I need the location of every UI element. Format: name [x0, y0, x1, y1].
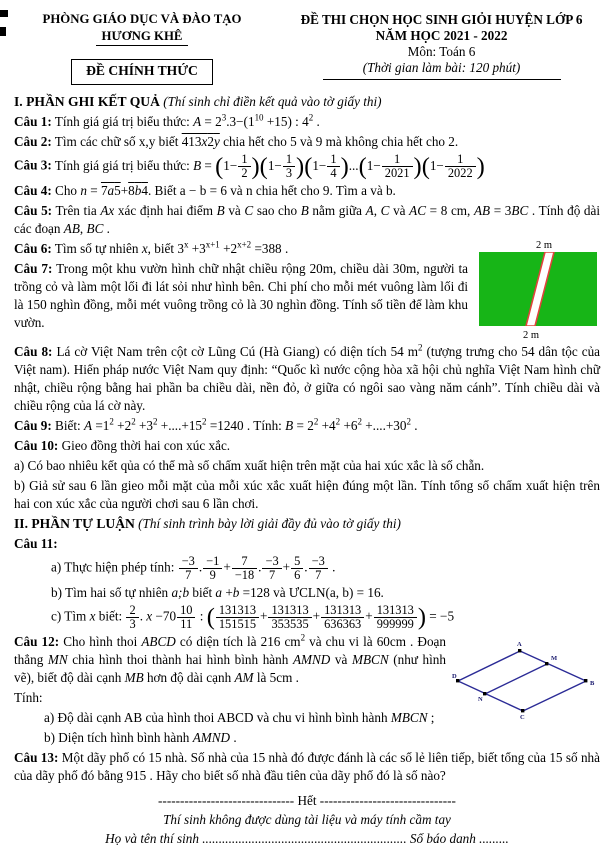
- question-2: [14, 133, 600, 151]
- question-10: [14, 437, 600, 455]
- subject: Môn: Toán 6: [407, 44, 476, 60]
- scan-artifact: [0, 10, 8, 17]
- signature-line: Họ và tên thí sinh .............................................................. Số báo danh .........: [105, 831, 509, 847]
- question-7-label: Câu 7:: [14, 261, 53, 277]
- question-9-text: Biết: $A =1^2 +2^2 +3^2 +....+15^2 =1240$ . Tính: $B = 2^2 +4^2 +6^2 +....+30^2$ .: [55, 416, 418, 433]
- question-12-tinh: Tính:: [14, 690, 43, 706]
- question-1-text: Tính giá giá trị biểu thức: $A = 2^3.3-(1^{10} +15)$ : $4^2$ .: [54, 112, 320, 130]
- question-5-label: Câu 5:: [14, 203, 53, 219]
- section-1-heading: [14, 93, 600, 111]
- garden-figure: [476, 240, 600, 341]
- question-4-label: Câu 4:: [14, 183, 52, 199]
- question-2-label: Câu 2:: [14, 134, 52, 150]
- garden-diagram: [479, 252, 597, 326]
- rhombus-figure: [452, 635, 600, 719]
- question-3-text: Tính giá giá trị biểu thức: B = (1− $\frac{1}{2}$ )(1− $\frac{1}{3}$ )(1− $\frac{1}{4}$ )...(1− $\frac{1}{2021}$ )(1− $\frac{1}{2022}$ ): [54, 152, 485, 181]
- vertex-label-d: D: [452, 673, 457, 681]
- section-2-title: II. PHẦN TỰ LUẬN: [14, 515, 135, 531]
- rhombus-diagram: [452, 635, 600, 719]
- garden-path-width-bottom: 2 m: [522, 329, 540, 341]
- issuing-authority-block: [8, 12, 276, 85]
- question-12-label: Câu 12:: [14, 634, 60, 650]
- question-1-label: Câu 1:: [14, 114, 52, 130]
- duration: (Thời gian làm bài: 120 phút): [362, 60, 521, 76]
- question-11c: c) Tìm x biết: $\frac{2}{3}$ . x −70 $\frac{10}{11}$ : ( $\frac{131313}{151515}$ + $\frac{131313}{353535}$ + $\frac{131313}{636363}$ + $\frac{131313}{999999}$ ) = −5: [51, 603, 455, 632]
- section-1-title: I. PHẦN GHI KẾT QUẢ: [14, 93, 160, 109]
- question-9: [14, 417, 600, 435]
- vertex-label-n: N: [478, 696, 483, 704]
- garden-path-width-top: 2 m: [535, 240, 553, 252]
- question-2-text: Tìm các chữ số x,y biết 413x2y chia hết cho 5 và 9 mà không chia hết cho 2.: [54, 134, 459, 150]
- question-4-text: Cho n = 7a5+8b4. Biết a − b = 6 và n chia hết cho 9. Tìm a và b.: [55, 183, 396, 199]
- authority-subname: HƯƠNG KHÊ: [96, 29, 189, 47]
- question-1: [14, 113, 600, 131]
- section-1-note: (Thí sinh chỉ điền kết quả vào tờ giấy thi): [163, 93, 382, 109]
- question-4: [14, 182, 600, 200]
- no-materials-note: Thí sinh không được dùng tài liệu và máy tính cầm tay: [163, 811, 451, 827]
- section-2-heading: [14, 515, 600, 533]
- question-10b: b) Giả sử sau 6 lần gieo mỗi mặt của mỗi xúc xắc xuất hiện đúng một lần. Tính tổng số chấm xuất hiện trên hai con xúc xắc của người chơi sau 6 lần chơi.: [14, 477, 600, 511]
- vertex-label-m: M: [551, 655, 558, 663]
- question-12-text: Cho hình thoi ABCD có diện tích là 216 $cm^2$ và chu vi là 60cm . Đoạn thẳng MN chia hình thoi thành hai hình bình hành AMND và MBCN (như hình vẽ), biết độ dài cạnh MB hơn độ dài cạnh AM là 5cm .: [14, 632, 446, 686]
- exam-body: [0, 85, 613, 848]
- question-6-text: Tìm số tự nhiên x, biết $3^x +3^{x+1} +2^{x+2} =388$ .: [54, 239, 289, 257]
- authority-name: PHÒNG GIÁO DỤC VÀ ĐÀO TẠO: [42, 12, 242, 26]
- question-13: [14, 749, 600, 785]
- official-exam-stamp: ĐỀ CHÍNH THỨC: [71, 59, 213, 85]
- question-12a: a) Độ dài cạnh AB của hình thoi ABCD và chu vi hình bình hành MBCN ;: [44, 710, 435, 726]
- question-13-label: Câu 13:: [14, 749, 59, 765]
- scan-artifact: [0, 27, 6, 36]
- question-11b: b) Tìm hai số tự nhiên a;b biết a +b =128 và ƯCLN(a, b) = 16.: [51, 585, 384, 601]
- header-divider: [323, 79, 561, 80]
- question-11: [14, 535, 600, 553]
- question-9-label: Câu 9:: [14, 417, 52, 433]
- vertex-label-c: C: [520, 714, 525, 720]
- question-10-text: Gieo đồng thời hai con xúc xắc.: [61, 437, 231, 453]
- school-year: NĂM HỌC 2021 - 2022: [375, 28, 508, 44]
- question-11-label: Câu 11:: [14, 536, 58, 552]
- question-13-text: Một dãy phố có 15 nhà. Số nhà của 15 nhà đó được đánh là các số lẻ liên tiếp, biết tổng của 15 số nhà của dãy phố đó bằng 915 . Hãy cho biết số nhà đầu tiên của dãy phố đó là số nào?: [14, 749, 600, 783]
- question-7-text: Trong một khu vườn hình chữ nhật chiều rộng 20m, chiều dài 30m, người ta trồng cỏ và làm một lối đi lát sỏi như hình bên. Chi phí cho mỗi mét vuông làm lối đi là 150 nghìn đồng, mỗi mét vuông trồng cỏ là 30 nghìn đồng. Tính số tiền để làm khu vườn.: [14, 261, 468, 330]
- question-5: [14, 202, 600, 238]
- question-8-label: Câu 8:: [14, 344, 53, 360]
- question-10a: a) Có bao nhiêu kết qủa có thể mà số chấm xuất hiện trên mặt của hai xúc xắc là số chẵn.: [14, 457, 485, 473]
- question-3: [14, 153, 600, 180]
- vertex-label-a: A: [517, 641, 522, 649]
- header: [0, 0, 613, 85]
- exam-title-block: [276, 12, 607, 85]
- end-marker: ------------------------------- Hết -------------------------------: [158, 792, 456, 808]
- question-6-label: Câu 6:: [14, 241, 52, 257]
- vertex-label-b: B: [590, 680, 595, 688]
- footer: [14, 791, 600, 848]
- question-5-text: Trên tia Ax xác định hai điểm B và C sao cho B nằm giữa A, C và AC = 8 cm, AB = 3BC . Tính độ dài các đoạn AB, BC .: [14, 203, 601, 237]
- section-2-note: (Thí sinh trình bày lời giải đầy đủ vào tờ giấy thi): [138, 515, 401, 531]
- question-8-text: Lá cờ Việt Nam trên cột cờ Lũng Cú (Hà Giang) có diện tích 54 $m^2$ (tượng trưng cho 54 dân tộc của Việt nam). Hiến pháp nước Việt Nam quy định: “Quốc kì nước cộng hòa xã hội chủ nghĩa Việt Nam hình chữ nhật, chiều rộng bằng hai phần ba chiều dài, nền đỏ, ở giữa có ngôi sao vàng năm cánh”. Tính chiều dài và chiều rộng của lá cờ này.: [14, 342, 601, 414]
- question-8: [14, 343, 600, 415]
- question-11a: a) Thực hiện phép tính: $\frac{-3}{7}$ . $\frac{-1}{9}$ + $\frac{7}{-18}$ . $\frac{-3}{7}$ + $\frac{5}{6}$ . $\frac{-3}{7}$ .: [51, 554, 336, 583]
- question-10-label: Câu 10:: [14, 437, 59, 453]
- exam-title: ĐỀ THI CHỌN HỌC SINH GIỎI HUYỆN LỚP 6: [300, 12, 583, 27]
- question-3-label: Câu 3:: [14, 157, 52, 173]
- question-12b: b) Diện tích hình bình hành AMND .: [44, 729, 237, 745]
